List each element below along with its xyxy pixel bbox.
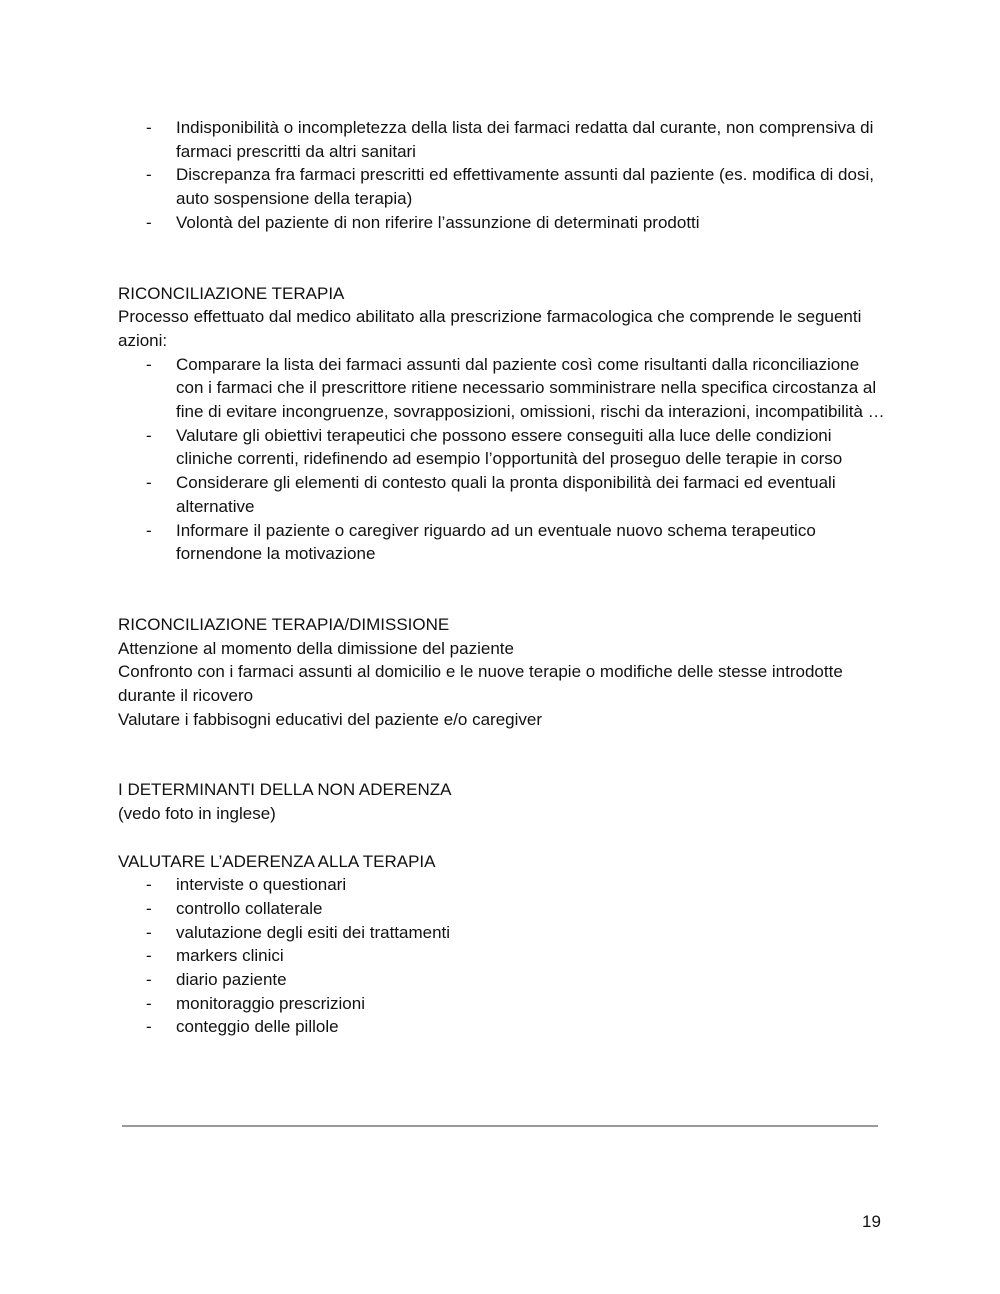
list-item-text: interviste o questionari: [176, 875, 347, 895]
list-item-text: Indisponibilità o incompletezza della lista dei farmaci redatta dal curante, non comprensiva di farmaci prescritti da altri sanitari: [176, 118, 874, 161]
spacer: [118, 731, 888, 778]
list-item: [118, 163, 888, 210]
bullet-dash: -: [146, 354, 152, 374]
list-item: [118, 519, 888, 566]
list-item-text: diario paziente: [176, 970, 287, 990]
bullet-dash: -: [146, 1017, 152, 1037]
list-item-text: Discrepanza fra farmaci prescritti ed effettivamente assunti dal paziente (es. modifica di dosi, auto sospensione della terapia): [176, 165, 874, 209]
list-item: [118, 116, 888, 163]
list-item: [118, 921, 888, 945]
list-item: [118, 424, 888, 471]
list-item: [118, 471, 888, 518]
bullet-dash: -: [146, 898, 152, 918]
list-item-text: Informare il paziente o caregiver riguardo ad un eventuale nuovo schema terapeutico fornendone la motivazione: [176, 520, 816, 564]
list-item: [118, 944, 888, 968]
bullet-dash: -: [146, 922, 152, 942]
bullet-dash: -: [146, 520, 152, 540]
bullet-dash: -: [146, 946, 152, 966]
list-item-text: markers clinici: [176, 946, 284, 966]
bullet-dash: -: [146, 118, 152, 137]
list-item-text: Comparare la lista dei farmaci assunti dal paziente così come risultanti dalla riconciliazione con i farmaci che il prescrittore ritiene necessario somministrare nella specifica circostanza al fine di evitare incongruenze, sovrapposizioni, omissioni, rischi da interazioni, incompatibilità …: [176, 354, 885, 422]
spacer: [118, 235, 888, 282]
dimissione-line: Confronto con i farmaci assunti al domicilio e le nuove terapie o modifiche delle stesse introdotte durante il ricovero: [118, 662, 843, 706]
list-item: [118, 873, 888, 897]
section-heading-riconciliazione: RICONCILIAZIONE TERAPIA: [118, 283, 345, 303]
section-heading-dimissione: RICONCILIAZIONE TERAPIA/DIMISSIONE: [118, 614, 450, 634]
section-heading-determinanti: I DETERMINANTI DELLA NON ADERENZA: [118, 780, 452, 800]
footer-divider: [122, 1125, 878, 1127]
bullet-dash: -: [146, 165, 152, 185]
list-item-text: Volontà del paziente di non riferire l’assunzione di determinati prodotti: [176, 212, 700, 232]
list-item-text: monitoraggio prescrizioni: [176, 993, 365, 1013]
list-item-text: Valutare gli obiettivi terapeutici che possono essere conseguiti alla luce delle condizioni cliniche correnti, ridefinendo ad esempio l’opportunità del proseguo delle terapie in corso: [176, 425, 843, 469]
list-item-text: controllo collaterale: [176, 898, 323, 918]
dimissione-line: Attenzione al momento della dimissione del paziente: [118, 638, 514, 658]
list-item: [118, 992, 888, 1016]
page-number: 19: [862, 1212, 881, 1231]
bullet-dash: -: [146, 212, 152, 232]
riconciliazione-intro: Processo effettuato dal medico abilitato alla prescrizione farmacologica che comprende le seguenti azioni:: [118, 307, 862, 350]
list-item: [118, 897, 888, 921]
dimissione-line: Valutare i fabbisogni educativi del paziente e/o caregiver: [118, 709, 543, 729]
intro-list: [118, 116, 888, 235]
list-item: [118, 1015, 888, 1039]
page-content: [118, 116, 888, 1039]
list-item: [118, 211, 888, 235]
spacer: [118, 826, 888, 850]
list-item: [118, 968, 888, 992]
aderenza-list: [118, 873, 888, 1039]
section-heading-aderenza: VALUTARE L’ADERENZA ALLA TERAPIA: [118, 851, 436, 871]
determinanti-note: (vedo foto in inglese): [118, 804, 276, 824]
bullet-dash: -: [146, 970, 152, 990]
list-item-text: Considerare gli elementi di contesto quali la pronta disponibilità dei farmaci ed eventuali alternative: [176, 473, 836, 516]
bullet-dash: -: [146, 473, 152, 493]
bullet-dash: -: [146, 425, 152, 445]
bullet-dash: -: [146, 993, 152, 1013]
bullet-dash: -: [146, 875, 152, 895]
list-item-text: valutazione degli esiti dei trattamenti: [176, 922, 451, 942]
list-item: [118, 353, 888, 424]
riconciliazione-list: [118, 353, 888, 566]
list-item-text: conteggio delle pillole: [176, 1017, 339, 1037]
spacer: [118, 566, 888, 613]
